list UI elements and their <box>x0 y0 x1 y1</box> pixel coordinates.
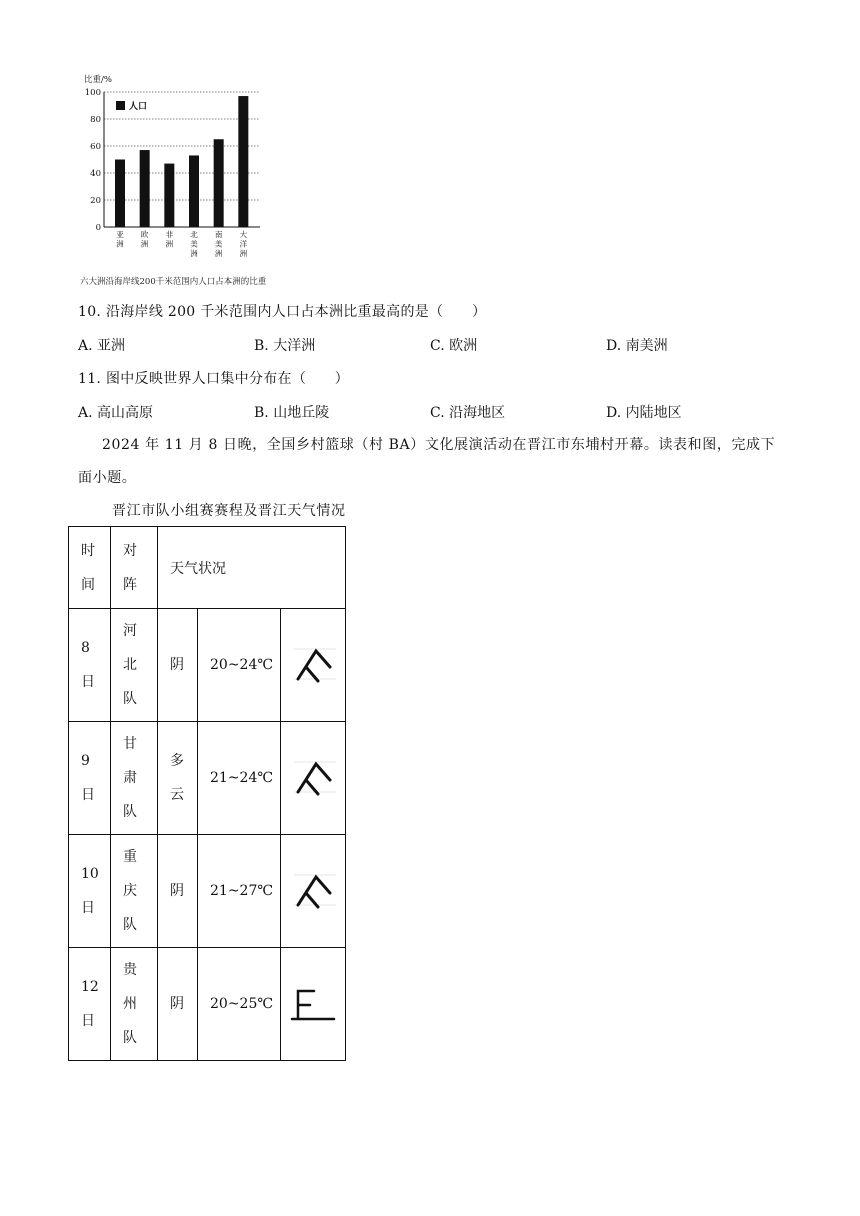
option-b[interactable] <box>254 402 329 422</box>
population-bar-chart <box>80 66 350 292</box>
x-tick-label: 美 <box>190 239 198 249</box>
passage-line-2: 面小题。 <box>78 470 137 486</box>
wind-barb-icon <box>281 722 346 835</box>
sky-cell: 多 云 <box>158 722 198 835</box>
option-text: 高山高原 <box>97 405 154 421</box>
option-letter: A. <box>78 338 93 354</box>
y-tick-label: 20 <box>90 196 101 206</box>
table-row <box>69 722 346 835</box>
sky-cell: 阴 <box>158 609 198 722</box>
question-stem: 图中反映世界人口集中分布在（ ） <box>105 371 350 387</box>
legend-label: 人口 <box>129 102 148 112</box>
schedule-table <box>68 526 346 1061</box>
header-team: 对 阵 <box>111 527 158 609</box>
chart-title: 六大洲沿海岸线200千米范围内人口占本洲的比重 <box>80 277 267 287</box>
option-letter: D. <box>606 338 622 354</box>
option-text: 亚洲 <box>97 338 126 354</box>
wind-barb-icon <box>281 609 346 722</box>
y-axis-label: 比重/% <box>84 75 112 85</box>
y-tick-label: 40 <box>90 169 101 179</box>
bar-非洲 <box>164 164 174 227</box>
option-letter: B. <box>254 338 269 354</box>
date-cell: 12 日 <box>69 948 111 1061</box>
table-row <box>69 835 346 948</box>
sky-cell: 阴 <box>158 835 198 948</box>
table-title: 晋江市队小组赛赛程及晋江天气情况 <box>112 503 346 519</box>
x-tick-label: 洲 <box>165 239 174 249</box>
x-tick-label: 洲 <box>190 249 198 258</box>
option-letter: A. <box>78 405 93 421</box>
option-text: 山地丘陵 <box>273 405 330 421</box>
option-a[interactable] <box>78 402 153 422</box>
date-cell: 9 日 <box>69 722 111 835</box>
option-d[interactable] <box>606 335 668 355</box>
wind-barb-east-icon <box>281 948 346 1061</box>
team-cell: 河 北 队 <box>111 609 158 722</box>
option-text: 欧洲 <box>449 338 478 354</box>
x-tick-label: 北 <box>190 230 198 239</box>
x-tick-label: 欧 <box>140 230 149 239</box>
population-chart <box>80 66 350 292</box>
team-cell: 甘 肃 队 <box>111 722 158 835</box>
y-tick-label: 100 <box>84 88 101 98</box>
x-tick-label: 亚 <box>116 230 124 239</box>
bar-亚洲 <box>115 160 125 228</box>
passage-line-1: 2024 年 11 月 8 日晚，全国乡村篮球（村 BA）文化展演活动在晋江市东埔村开幕。读表和图，完成下 <box>102 437 776 453</box>
y-tick-label: 80 <box>90 115 101 125</box>
option-letter: C. <box>430 338 445 354</box>
table-row <box>69 948 346 1061</box>
date-cell: 10 日 <box>69 835 111 948</box>
question-stem: 沿海岸线 200 千米范围内人口占本洲比重最高的是（ ） <box>105 304 487 320</box>
x-tick-label: 非 <box>165 230 174 239</box>
option-text: 沿海地区 <box>449 405 506 421</box>
x-tick-label: 大 <box>239 230 248 239</box>
bar-北美洲 <box>189 155 199 227</box>
temperature-cell: 20~24℃ <box>198 609 281 722</box>
option-letter: B. <box>254 405 269 421</box>
y-tick-label: 60 <box>90 142 101 152</box>
option-c[interactable] <box>430 402 505 422</box>
option-text: 大洋洲 <box>273 338 316 354</box>
question-number: 11. <box>78 371 102 387</box>
team-cell: 贵 州 队 <box>111 948 158 1061</box>
table-row <box>69 609 346 722</box>
bar-大洋洲 <box>238 96 248 227</box>
option-d[interactable] <box>606 402 682 422</box>
temperature-cell: 21~24℃ <box>198 722 281 835</box>
header-time: 时 间 <box>69 527 111 609</box>
legend-swatch <box>116 101 125 110</box>
x-tick-label: 洲 <box>116 239 124 249</box>
table-header-row <box>69 527 346 609</box>
sky-cell: 阴 <box>158 948 198 1061</box>
temperature-cell: 20~25℃ <box>198 948 281 1061</box>
x-tick-label: 美 <box>214 239 223 249</box>
x-tick-label: 洲 <box>239 249 248 258</box>
bar-欧洲 <box>140 150 150 227</box>
passage <box>78 429 798 495</box>
wind-barb-icon <box>281 835 346 948</box>
option-text: 内陆地区 <box>625 405 682 421</box>
header-weather: 天气状况 <box>158 527 346 609</box>
question-number: 10. <box>78 304 102 320</box>
option-c[interactable] <box>430 335 477 355</box>
option-letter: C. <box>430 405 445 421</box>
temperature-cell: 21~27℃ <box>198 835 281 948</box>
question-11 <box>78 368 349 388</box>
option-letter: D. <box>606 405 622 421</box>
question-10 <box>78 301 486 321</box>
option-b[interactable] <box>254 335 315 355</box>
option-text: 南美洲 <box>625 338 668 354</box>
x-tick-label: 洋 <box>239 239 248 249</box>
x-tick-label: 洲 <box>214 249 223 258</box>
option-a[interactable] <box>78 335 125 355</box>
date-cell: 8 日 <box>69 609 111 722</box>
x-tick-label: 南 <box>214 230 223 239</box>
bar-南美洲 <box>214 139 224 227</box>
y-tick-label: 0 <box>95 223 101 233</box>
team-cell: 重 庆 队 <box>111 835 158 948</box>
x-tick-label: 洲 <box>140 239 149 249</box>
